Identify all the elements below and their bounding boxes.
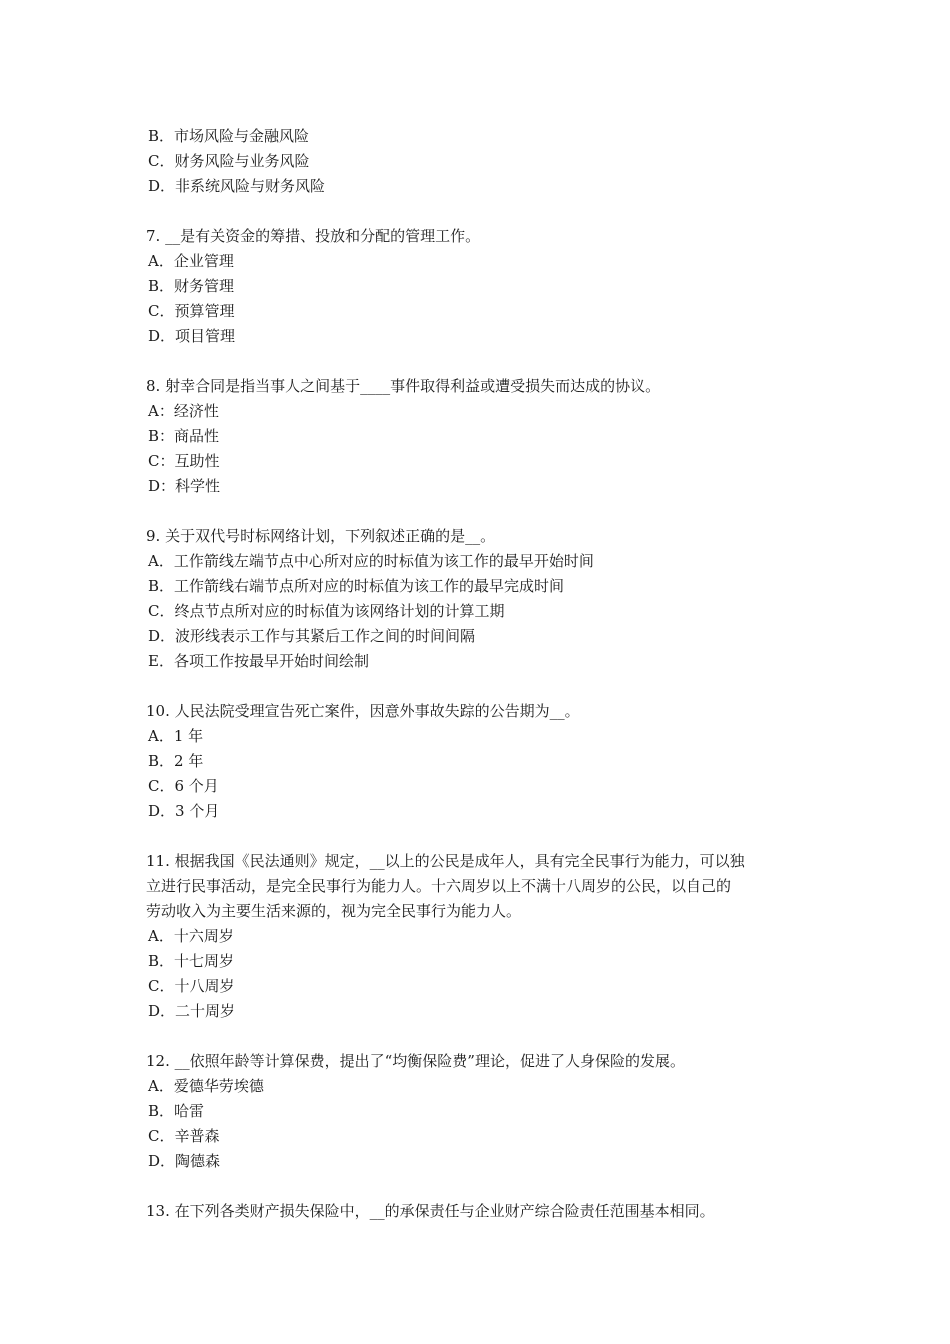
question-7 <box>146 224 816 349</box>
option-d: D．陶德森 <box>148 1152 221 1170</box>
question-stem-line-1: 11. 根据我国《民法通则》规定，__以上的公民是成年人，具有完全民事行为能力，可以独 <box>146 852 745 870</box>
option-c: C．财务风险与业务风险 <box>148 152 310 170</box>
document-page <box>146 124 816 1224</box>
option-c: C．十八周岁 <box>148 977 235 995</box>
option-a: A．1 年 <box>148 727 204 745</box>
option-a: A．爱德华劳埃德 <box>148 1077 264 1095</box>
option-b: B．2 年 <box>148 752 204 770</box>
option-c: C．预算管理 <box>148 302 235 320</box>
option-b: B．市场风险与金融风险 <box>148 127 310 145</box>
option-a: A：经济性 <box>148 402 219 420</box>
option-b: B．哈雷 <box>148 1102 205 1120</box>
question-stem: 9. 关于双代号时标网络计划，下列叙述正确的是__。 <box>146 527 496 545</box>
option-d: D：科学性 <box>148 477 221 495</box>
question-8 <box>146 374 816 499</box>
question-stem: 10. 人民法院受理宣告死亡案件，因意外事故失踪的公告期为__。 <box>146 702 580 720</box>
option-e: E．各项工作按最早开始时间绘制 <box>148 652 369 670</box>
question-stem-line-2: 立进行民事活动，是完全民事行为能力人。十六周岁以上不满十八周岁的公民，以自己的 <box>146 877 732 895</box>
option-d: D．项目管理 <box>148 327 236 345</box>
option-a: A．十六周岁 <box>148 927 234 945</box>
question-stem: 13. 在下列各类财产损失保险中，__的承保责任与企业财产综合险责任范围基本相同。 <box>146 1202 715 1220</box>
option-d: D．二十周岁 <box>148 1002 236 1020</box>
question-stem-line-3: 劳动收入为主要生活来源的，视为完全民事行为能力人。 <box>146 902 522 920</box>
option-c: C．终点节点所对应的时标值为该网络计划的计算工期 <box>148 602 505 620</box>
question-stem: 8. 射幸合同是指当事人之间基于____事件取得利益或遭受损失而达成的协议。 <box>146 377 661 395</box>
question-stem: 12. __依照年龄等计算保费，提出了“均衡保险费”理论，促进了人身保险的发展。 <box>146 1052 685 1070</box>
option-c: C．辛普森 <box>148 1127 220 1145</box>
question-12 <box>146 1049 816 1174</box>
option-a: A．工作箭线左端节点中心所对应的时标值为该工作的最早开始时间 <box>148 552 594 570</box>
question-13 <box>146 1199 816 1224</box>
question-10 <box>146 699 816 824</box>
question-6-options <box>146 124 816 199</box>
option-c: C．6 个月 <box>148 777 219 795</box>
option-d: D．非系统风险与财务风险 <box>148 177 326 195</box>
option-d: D．3 个月 <box>148 802 220 820</box>
option-b: B．十七周岁 <box>148 952 235 970</box>
option-b: B．财务管理 <box>148 277 235 295</box>
option-b: B．工作箭线右端节点所对应的时标值为该工作的最早完成时间 <box>148 577 565 595</box>
option-b: B：商品性 <box>148 427 220 445</box>
question-9 <box>146 524 816 674</box>
option-c: C：互助性 <box>148 452 220 470</box>
option-a: A．企业管理 <box>148 252 234 270</box>
question-11 <box>146 849 816 1024</box>
option-d: D．波形线表示工作与其紧后工作之间的时间间隔 <box>148 627 476 645</box>
question-stem: 7. __是有关资金的筹措、投放和分配的管理工作。 <box>146 227 481 245</box>
